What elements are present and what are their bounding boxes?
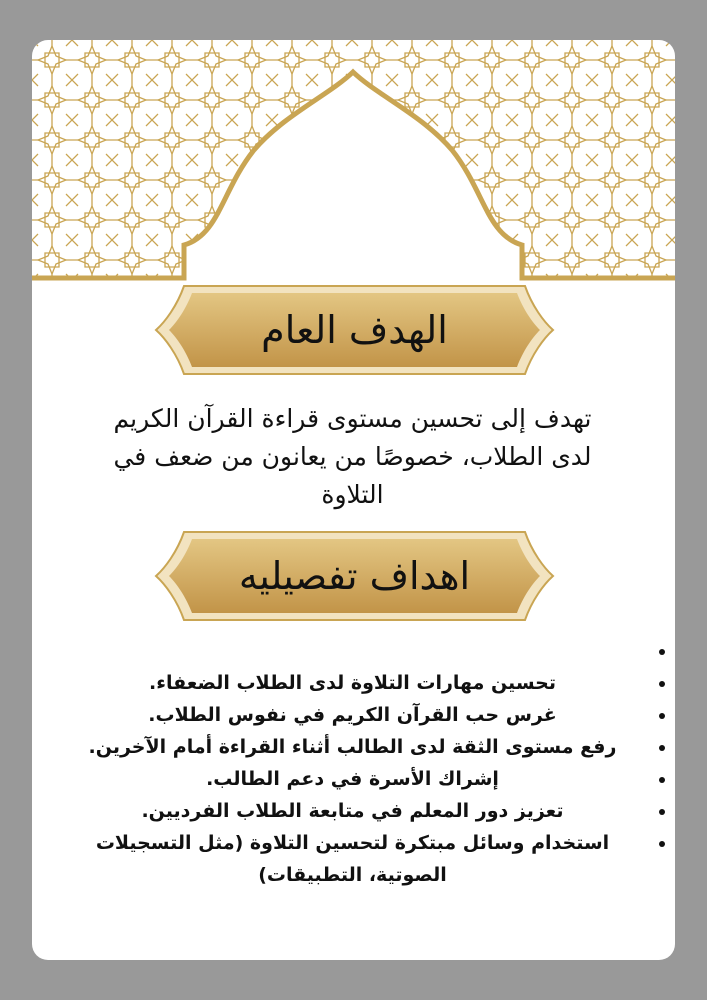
detailed-goals-list [62,635,675,891]
detailed-goals-title: اهداف تفصيليه [238,554,471,598]
arabesque-header-decoration [32,40,675,290]
list-item: • استخدام وسائل مبتكرة لتحسين التلاوة (مثل التسجيلات الصوتية، التطبيقات) [62,827,647,891]
list-item: • غرس حب القرآن الكريم في نفوس الطلاب. [62,699,647,731]
list-item: • رفع مستوى الثقة لدى الطالب أثناء القراءة أمام الآخرين. [62,731,647,763]
general-goal-title: الهدف العام [261,308,448,352]
poster-card [32,40,675,960]
list-item [62,635,647,667]
detailed-goals-banner [154,530,555,622]
list-item: • تحسين مهارات التلاوة لدى الطلاب الضعفاء. [62,667,647,699]
general-goal-banner [154,284,555,376]
list-item: • إشراك الأسرة في دعم الطالب. [62,763,647,795]
list-item: • تعزيز دور المعلم في متابعة الطلاب الفرديين. [62,795,647,827]
general-goal-text: تهدف إلى تحسين مستوى قراءة القرآن الكريم لدى الطلاب، خصوصًا من يعانون من ضعف في التلاوة [113,404,592,509]
